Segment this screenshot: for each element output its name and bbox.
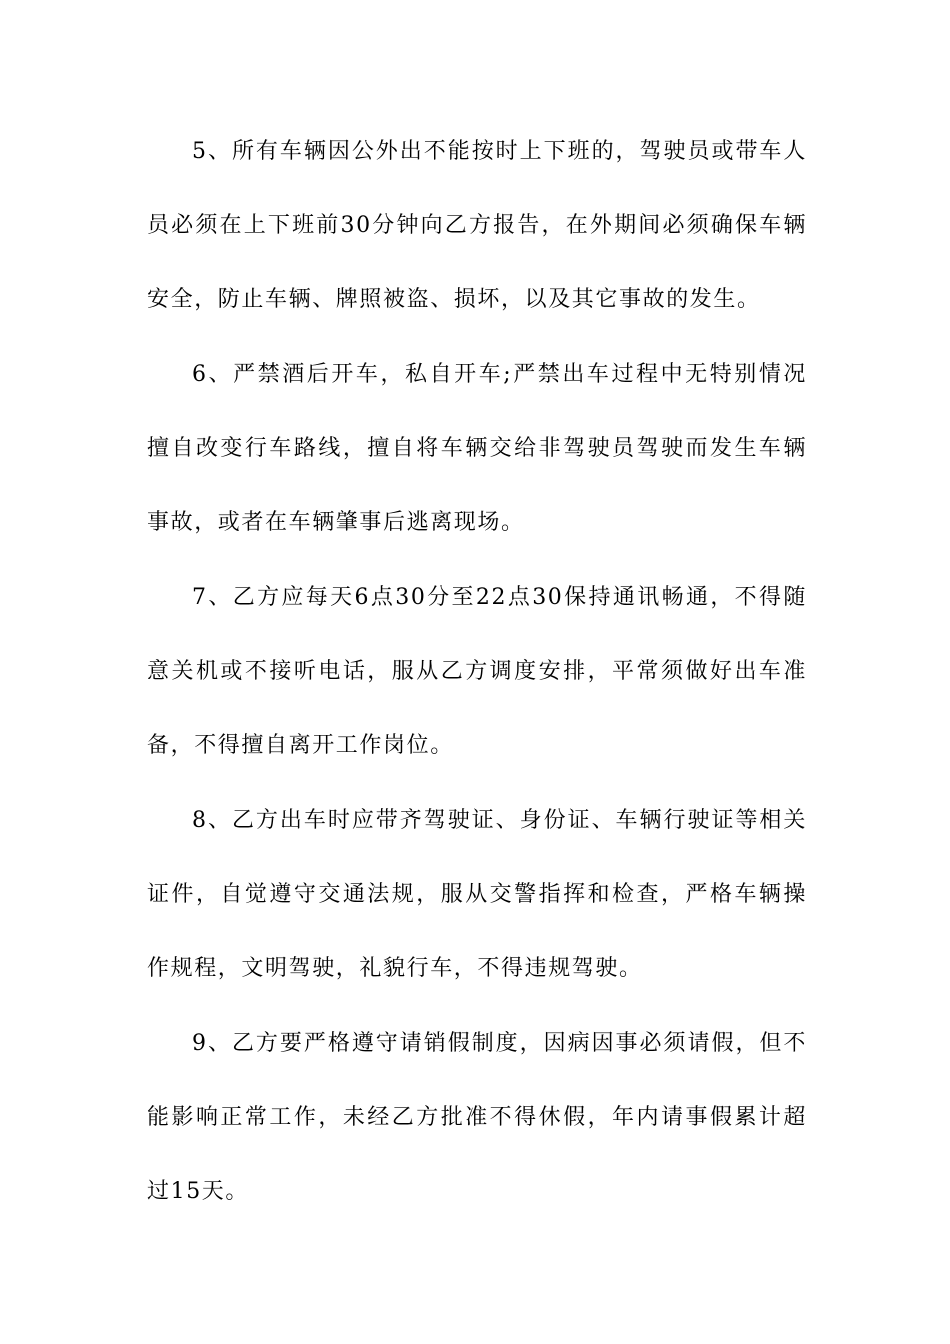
paragraph-5-line-2: 员必须在上下班前30分钟向乙方报告，在外期间必须确保车辆 bbox=[147, 213, 807, 238]
paragraph-6-line-2: 擅自改变行车路线，擅自将车辆交给非驾驶员驾驶而发生车辆 bbox=[147, 436, 807, 461]
paragraph-5-line-1: 5、所有车辆因公外出不能按时上下班的，驾驶员或带车人 bbox=[192, 139, 807, 164]
paragraph-7-line-3: 备，不得擅自离开工作岗位。 bbox=[147, 733, 454, 758]
paragraph-9-line-2: 能影响正常工作，未经乙方批准不得休假，年内请事假累计超 bbox=[147, 1105, 807, 1130]
paragraph-9-line-3: 过15天。 bbox=[147, 1179, 249, 1204]
paragraph-9-line-1: 9、乙方要严格遵守请销假制度，因病因事必须请假，但不 bbox=[192, 1031, 807, 1056]
paragraph-8-line-3: 作规程，文明驾驶，礼貌行车，不得违规驾驶。 bbox=[147, 956, 643, 981]
paragraph-6-line-1: 6、严禁酒后开车，私自开车;严禁出车过程中无特别情况 bbox=[192, 362, 807, 387]
paragraph-8-line-1: 8、乙方出车时应带齐驾驶证、身份证、车辆行驶证等相关 bbox=[192, 808, 807, 833]
paragraph-6-line-3: 事故，或者在车辆肇事后逃离现场。 bbox=[147, 510, 525, 535]
paragraph-7-line-1: 7、乙方应每天6点30分至22点30保持通讯畅通，不得随 bbox=[192, 585, 807, 610]
paragraph-7-line-2: 意关机或不接听电话，服从乙方调度安排，平常须做好出车准 bbox=[147, 659, 807, 684]
paragraph-5-line-3: 安全，防止车辆、牌照被盗、损坏，以及其它事故的发生。 bbox=[147, 287, 761, 312]
paragraph-8-line-2: 证件，自觉遵守交通法规，服从交警指挥和检查，严格车辆操 bbox=[147, 882, 807, 907]
